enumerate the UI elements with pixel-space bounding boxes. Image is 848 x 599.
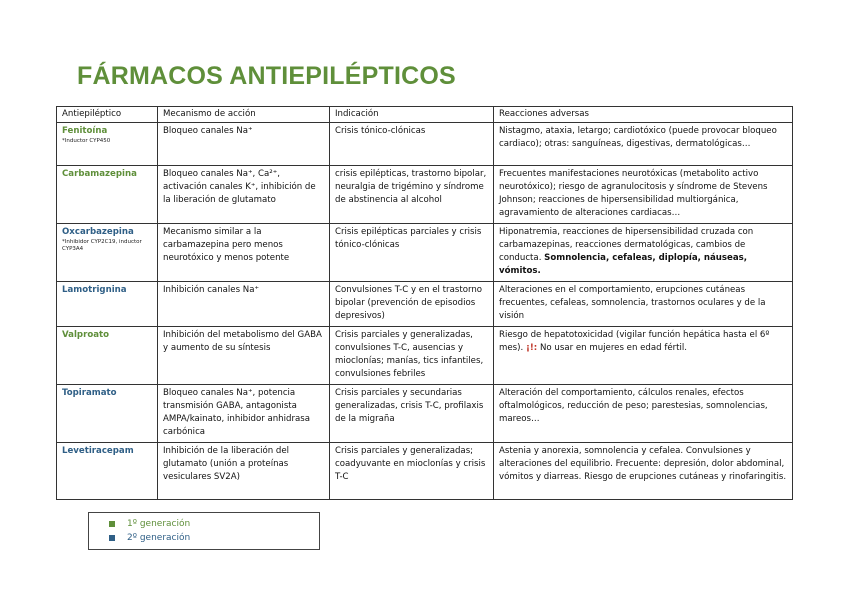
mechanism-cell: Bloqueo canales Na⁺, potencia transmisión GABA, antagonista AMPA/kainato, inhibidor anhidrasa carbónica — [158, 385, 330, 443]
indication-cell: Crisis parciales y generalizadas, convulsiones T-C, ausencias y mioclonías; manías, tics infantiles, convulsiones febriles — [330, 327, 494, 385]
drug-cell — [57, 166, 158, 224]
table-row — [57, 385, 793, 443]
adverse-cell: Alteración del comportamiento, cálculos renales, efectos oftalmológicos, reducción de peso; parestesias, somnolencias, mareos… — [494, 385, 793, 443]
adverse-text: Riesgo de hepatotoxicidad (vigilar función hepática hasta el 6º mes). — [499, 330, 770, 353]
header-drug: Antiepiléptico — [57, 107, 158, 123]
drug-name: Fenitoína — [62, 126, 108, 136]
adverse-cell — [494, 224, 793, 282]
drug-name: Lamotrignina — [62, 285, 127, 295]
legend-label: 2º generación — [127, 533, 191, 543]
drug-note: *Inhibidor CYP2C19, inductor CYP3A4 — [62, 239, 142, 252]
adverse-cell: Frecuentes manifestaciones neurotóxicas (metabolito activo neurotóxico); riesgo de agranulocitosis y síndrome de Stevens Johnson; reacciones de hipersensibilidad multiorgánica, agravamiento de alteraciones cardiacas… — [494, 166, 793, 224]
legend-item-gen1 — [109, 517, 319, 531]
drug-cell — [57, 385, 158, 443]
indication-cell: Crisis epilépticas parciales y crisis tónico-clónicas — [330, 224, 494, 282]
mechanism-cell: Inhibición canales Na⁺ — [158, 282, 330, 327]
drug-name: Topiramato — [62, 388, 117, 398]
drug-cell — [57, 327, 158, 385]
table-header-row — [57, 107, 793, 123]
adverse-warning-text: No usar en mujeres en edad fértil. — [539, 343, 688, 353]
legend-label: 1º generación — [127, 519, 191, 529]
header-indication: Indicación — [330, 107, 494, 123]
warning-mark: ¡!: — [525, 343, 538, 353]
antiepileptic-table — [56, 106, 793, 500]
adverse-cell — [494, 327, 793, 385]
mechanism-cell: Mecanismo similar a la carbamazepina pero menos neurotóxico y menos potente — [158, 224, 330, 282]
indication-cell: Crisis parciales y secundarias generalizadas, crisis T-C, profilaxis de la migraña — [330, 385, 494, 443]
adverse-cell: Astenia y anorexia, somnolencia y cefalea. Convulsiones y alteraciones del equilibrio. Frecuente: depresión, dolor abdominal, vómitos y diarreas. Riesgo de erupciones cutáneas y rinofaringitis. — [494, 443, 793, 500]
blue-square-icon — [109, 535, 115, 541]
drug-name: Carbamazepina — [62, 169, 137, 179]
table-row — [57, 166, 793, 224]
header-mechanism: Mecanismo de acción — [158, 107, 330, 123]
indication-cell: Crisis tónico-clónicas — [330, 123, 494, 166]
indication-cell: crisis epilépticas, trastorno bipolar, neuralgia de trigémino y síndrome de abstinencia al alcohol — [330, 166, 494, 224]
drug-cell — [57, 282, 158, 327]
adverse-cell: Alteraciones en el comportamiento, erupciones cutáneas frecuentes, cefaleas, somnolencia, trastornos oculares y de la visión — [494, 282, 793, 327]
table-row — [57, 123, 793, 166]
drug-cell — [57, 443, 158, 500]
adverse-cell: Nistagmo, ataxia, letargo; cardiotóxico (puede provocar bloqueo cardiaco); otras: sanguíneas, digestivas, dermatológicas… — [494, 123, 793, 166]
indication-cell: Convulsiones T-C y en el trastorno bipolar (prevención de episodios depresivos) — [330, 282, 494, 327]
mechanism-cell: Bloqueo canales Na⁺, Ca²⁺, activación canales K⁺, inhibición de la liberación de glutamato — [158, 166, 330, 224]
page-title: FÁRMACOS ANTIEPILÉPTICOS — [77, 62, 456, 90]
adverse-emphasis: Somnolencia, cefaleas, diplopía, náuseas, vómitos. — [499, 253, 748, 276]
mechanism-cell: Bloqueo canales Na⁺ — [158, 123, 330, 166]
generation-legend — [88, 512, 320, 550]
green-square-icon — [109, 521, 115, 527]
indication-cell: Crisis parciales y generalizadas; coadyuvante en mioclonías y crisis T-C — [330, 443, 494, 500]
header-adverse: Reacciones adversas — [494, 107, 793, 123]
drug-cell — [57, 123, 158, 166]
table-row — [57, 327, 793, 385]
mechanism-cell: Inhibición del metabolismo del GABA y aumento de su síntesis — [158, 327, 330, 385]
drug-name: Levetiracepam — [62, 446, 134, 456]
drug-name: Valproato — [62, 330, 110, 340]
drug-cell — [57, 224, 158, 282]
table-row — [57, 282, 793, 327]
adverse-text: Hiponatremia, reacciones de hipersensibilidad cruzada con carbamazepinas, reacciones dermatológicas, cambios de conducta. — [499, 227, 754, 263]
table-row — [57, 443, 793, 500]
drug-name: Oxcarbazepina — [62, 227, 134, 237]
mechanism-cell: Inhibición de la liberación del glutamato (unión a proteínas vesiculares SV2A) — [158, 443, 330, 500]
drug-note: *Inductor CYP450 — [62, 138, 111, 144]
table-row — [57, 224, 793, 282]
legend-item-gen2 — [109, 531, 319, 545]
